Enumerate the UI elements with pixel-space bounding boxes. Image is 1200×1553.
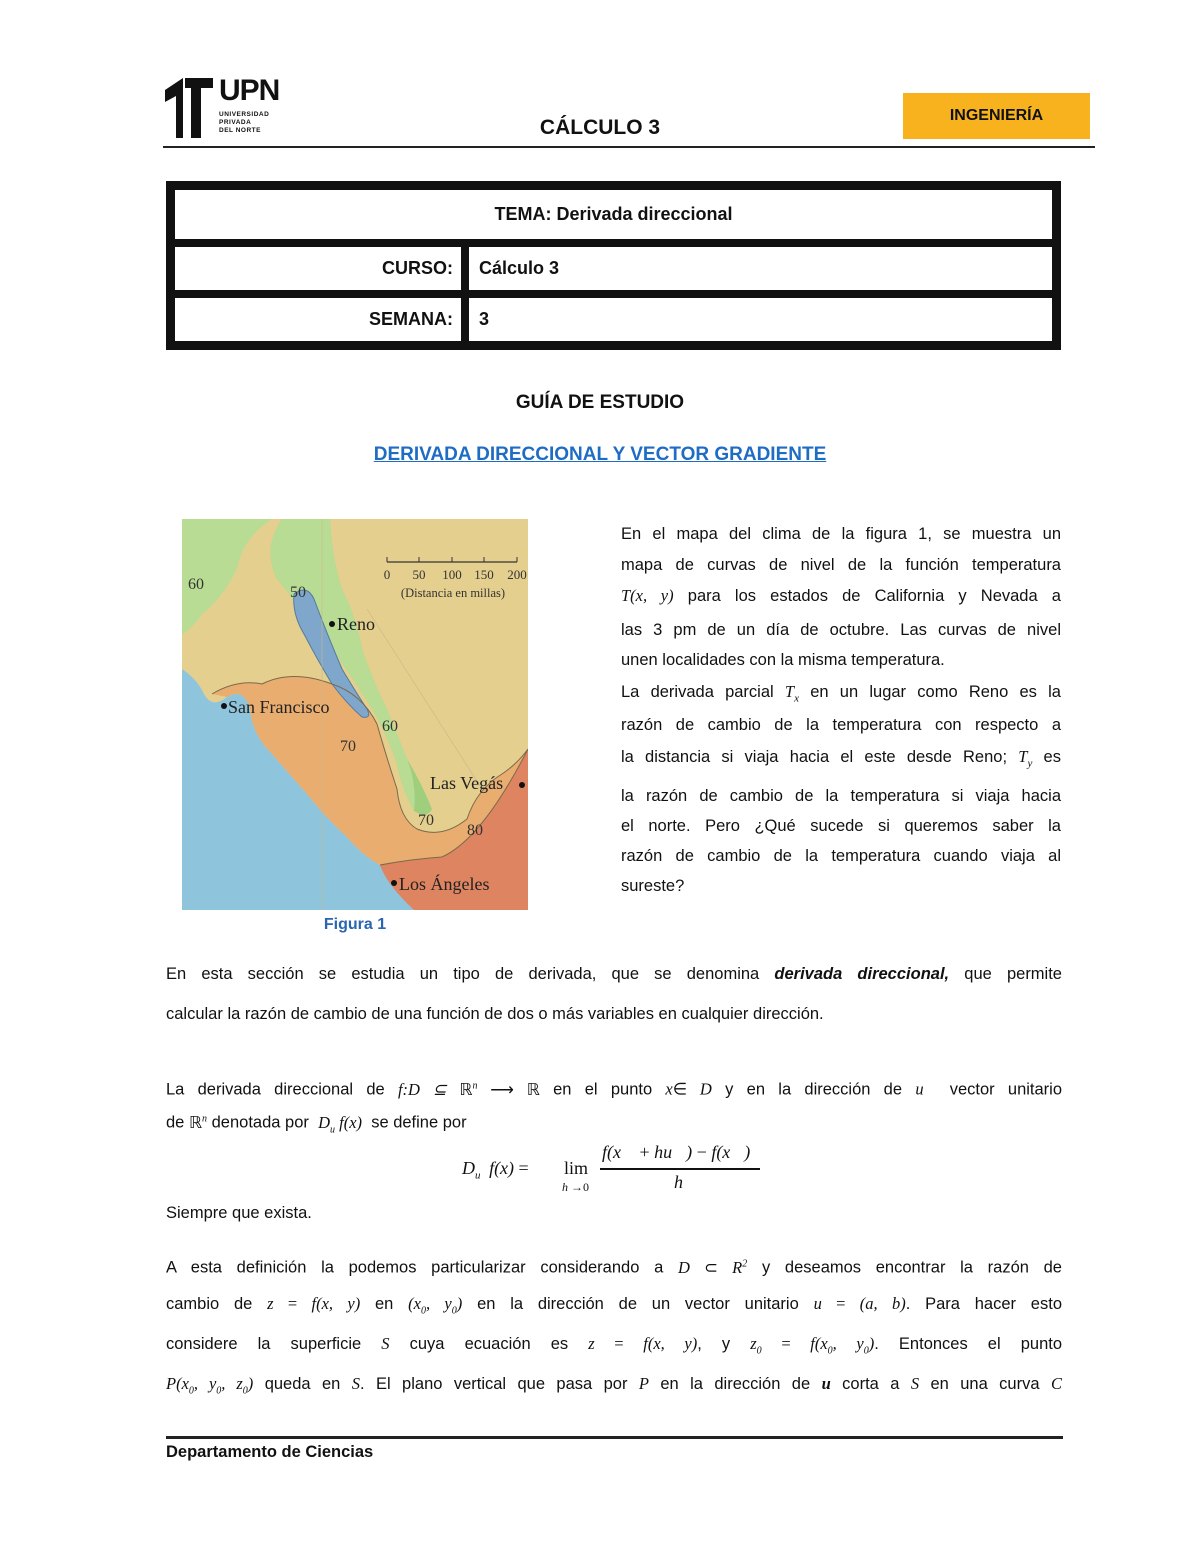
city-san-francisco: San Francisco xyxy=(228,697,330,717)
function-domain: f:D ⊆ ℝ$^n$ ⟶ ℝ xyxy=(397,1079,540,1099)
intro-line: razón de cambio de la temperatura cuando viaja al xyxy=(621,847,1061,865)
intro-line: mapa de curvas de nivel de la función temperatura xyxy=(621,556,1061,574)
city-los-angeles: Los Ángeles xyxy=(399,874,490,894)
contour-label: 70 xyxy=(418,812,434,829)
semana-value-cell xyxy=(469,298,1052,341)
course-header: CÁLCULO 3 xyxy=(539,116,661,139)
scale-tick: 50 xyxy=(412,567,426,582)
intro-line: En el mapa del clima de la figura 1, se muestra un xyxy=(621,525,1061,543)
contour-label: 50 xyxy=(290,584,306,601)
intro-line: La derivada parcial $T_x$ en un lugar como Reno es la xyxy=(621,682,1061,705)
tema-text: TEMA: Derivada direccional xyxy=(494,204,733,224)
main-title: DERIVADA DIRECCIONAL Y VECTOR GRADIENTE xyxy=(373,444,827,465)
partial-ty: $T_y$ xyxy=(1018,747,1033,770)
city-reno: Reno xyxy=(337,614,375,634)
definition-line: de ℝ$^n$ denotada por $D_u$ f(x) se define por xyxy=(166,1112,467,1135)
scale-caption: (Distancia en millas) xyxy=(400,586,506,600)
header-rule xyxy=(163,146,1095,148)
directional-derivative-formula: $D_{u⃗}f(x)$ = lim h →0 f(x⃗ + hu⃗) − f(x⃗) h xyxy=(462,1140,782,1200)
scale-tick: 100 xyxy=(442,567,462,582)
figure-caption: Figura 1 xyxy=(323,916,387,933)
semana-label-cell xyxy=(175,298,461,341)
body-line: Siempre que exista. xyxy=(166,1204,312,1222)
semana-label: SEMANA: xyxy=(369,309,453,329)
logo-subtext: UNIVERSIDAD xyxy=(219,111,270,118)
scale-tick: 200 xyxy=(507,567,527,582)
body-line: cambio de z = f(x, y) en ($x_0$, $y_0$) en la dirección de un vector unitario u = (a, b). Para hacer esto xyxy=(166,1294,1062,1317)
tema-cell xyxy=(175,190,1052,239)
contour-label: 80 xyxy=(467,822,483,839)
footer-rule xyxy=(166,1436,1063,1439)
intro-line: la razón de cambio de la temperatura si viaja hacia xyxy=(621,787,1061,805)
definition-line: La derivada direccional de f:D ⊆ ℝ$^n$ ⟶ ℝ en el punto x∈ D y en la dirección de u⃗ vector unitario xyxy=(166,1079,1063,1099)
intro-line: las 3 pm de un día de octubre. Las curvas de nivel xyxy=(621,621,1061,639)
body-line: En esta sección se estudia un tipo de derivada, que se denomina derivada direccional, que permite xyxy=(166,965,1062,983)
partial-tx: $T_x$ xyxy=(784,682,799,705)
contour-label: 60 xyxy=(382,718,398,735)
intro-line: el norte. Pero ¿Qué sucede si queremos saber la xyxy=(621,817,1061,835)
curso-value-cell xyxy=(469,247,1052,290)
emphasis: derivada direccional, xyxy=(774,965,950,983)
intro-line: razón de cambio de la temperatura con respecto a xyxy=(621,716,1061,734)
body-line: calcular la razón de cambio de una función de dos o más variables en cualquier dirección. xyxy=(166,1005,824,1023)
contour-label: 60 xyxy=(188,576,204,593)
temperature-function: T(x, y) xyxy=(621,586,674,605)
body-line: $P(x_0$, $y_0$, $z_0$) queda en S. El plano vertical que pasa por P en la dirección de u corta a S en una curva C xyxy=(166,1374,1062,1397)
logo-text: UPN xyxy=(219,74,280,107)
logo-subtext: PRIVADA xyxy=(219,119,252,126)
intro-line: unen localidades con la misma temperatura. xyxy=(621,651,945,669)
body-line: A esta definición la podemos particularizar considerando a D ⊂ $R^2$ y deseamos encontrar la razón de xyxy=(166,1257,1062,1277)
logo-subtext: DEL NORTE xyxy=(219,127,261,134)
curso-label: CURSO: xyxy=(382,258,453,278)
semana-value: 3 xyxy=(479,309,490,329)
curso-label-cell xyxy=(175,247,461,290)
guide-title: GUÍA DE ESTUDIO xyxy=(515,392,685,413)
info-table xyxy=(166,181,1061,350)
body-line: considere la superficie S cuya ecuación es z = f(x, y), y $z_0 = f(x_0$, $y_0$). Entonces el punto xyxy=(166,1334,1063,1357)
contour-label: 70 xyxy=(340,738,356,755)
city-las-vegas: Las Vegás xyxy=(430,773,504,793)
intro-line: la distancia si viaja hacia el este desde Reno; $T_y$ es xyxy=(621,747,1061,770)
scale-tick: 150 xyxy=(474,567,494,582)
intro-line: sureste? xyxy=(621,877,685,895)
scale-tick: 0 xyxy=(383,567,391,582)
temperature-contour-map xyxy=(182,519,528,910)
department-badge: INGENIERÍA xyxy=(903,93,1090,139)
intro-line: T(x, y) para los estados de California y Nevada a xyxy=(621,586,1061,605)
curso-value: Cálculo 3 xyxy=(479,258,560,278)
footer-department: Departamento de Ciencias xyxy=(166,1443,374,1461)
